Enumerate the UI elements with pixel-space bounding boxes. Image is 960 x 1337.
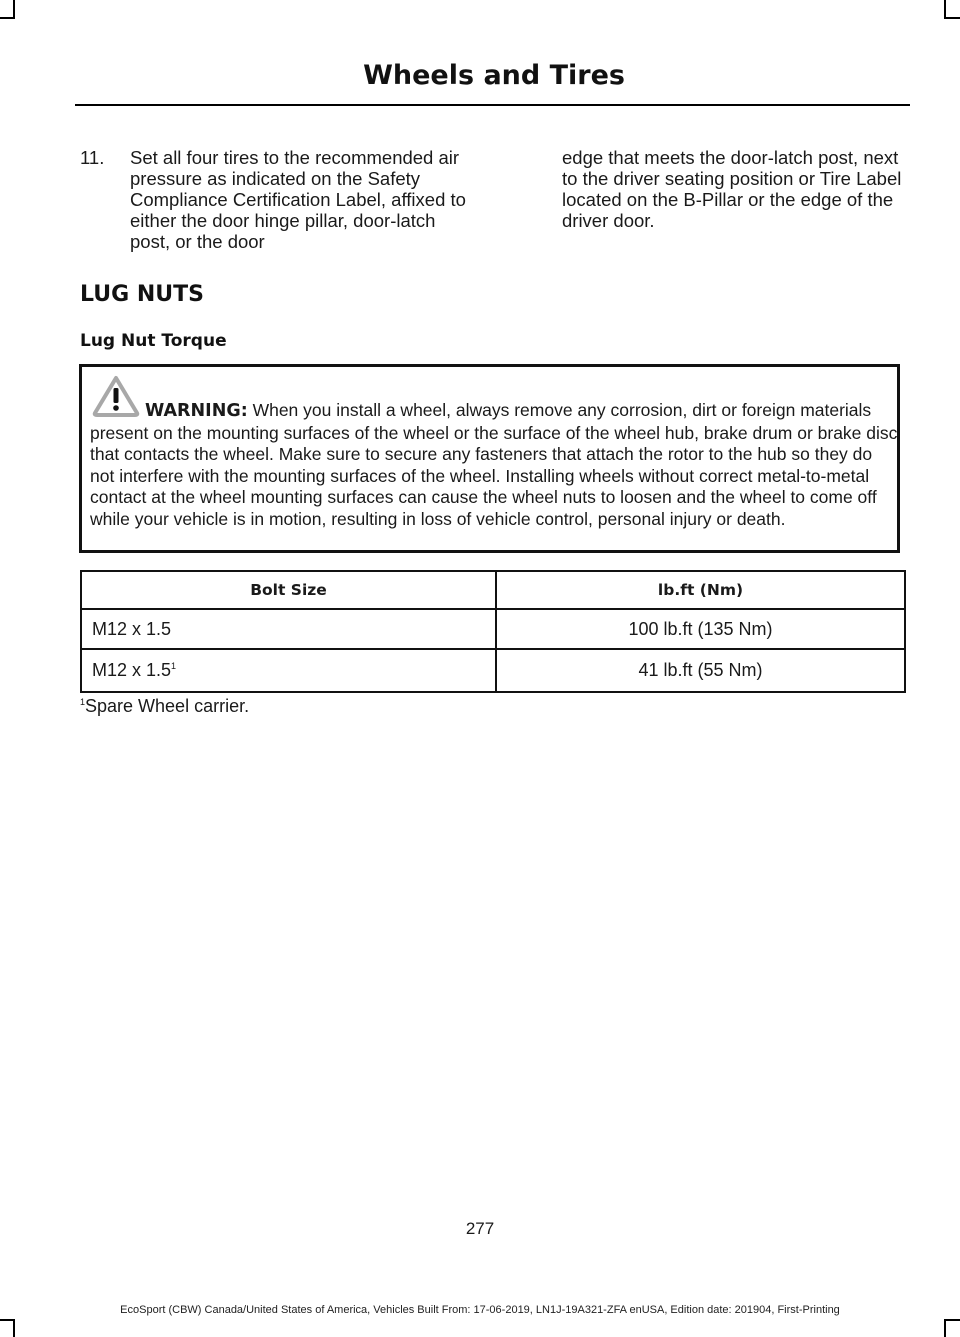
bolt-size-value: M12 x 1.5: [92, 618, 172, 639]
table-footnote: [80, 696, 249, 717]
bolt-size-value: M12 x 1.5: [92, 660, 172, 680]
warning-text: When you install a wheel, always remove any corrosion, dirt or foreign materials present on the mounting surfaces of the wheel or the surface of the wheel hub, brake drum or brake disc that contacts the wheel. Make sure to secure any fasteners that attach the rotor to the hub so they do not interfere with the mounting surfaces of the wheel. Installing wheels without correct metal-to-metal contact at the wheel mounting surfaces can cause the wheel nuts to loosen and the wheel to come off while your vehicle is in motion, resulting in loss of vehicle control, personal injury or death.: [90, 400, 898, 529]
warning-paragraph: [90, 400, 898, 530]
header-rule: [75, 104, 910, 106]
warning-label: WARNING:: [145, 401, 248, 421]
torque-cell: 41 lb.ft (55 Nm): [496, 649, 905, 692]
crop-mark: [13, 1319, 15, 1337]
bolt-size-cell: [81, 649, 496, 692]
warning-box: [79, 364, 900, 553]
step-column-left: [80, 147, 480, 252]
bolt-size-cell: [81, 609, 496, 649]
step-text-left: Set all four tires to the recommended air pressure as indicated on the Safety Compliance Certification Label, affixed to either the door hinge pillar, door-latch post, or the door: [130, 147, 466, 252]
section-subtitle: Lug Nut Torque: [80, 331, 227, 351]
crop-mark: [944, 0, 946, 18]
page-footer: EcoSport (CBW) Canada/United States of America, Vehicles Built From: 17-06-2019, LN1J-19A321-ZFA enUSA, Edition date: 201904, First-Printing: [120, 1304, 840, 1316]
section-title: LUG NUTS: [80, 282, 204, 307]
page-number: 277: [465, 1219, 495, 1238]
crop-mark: [0, 1319, 15, 1321]
column-header-torque: lb.ft (Nm): [496, 571, 905, 609]
crop-mark: [13, 0, 15, 18]
lug-nut-torque-table: [80, 570, 906, 693]
crop-mark: [944, 1319, 960, 1321]
crop-mark: [0, 17, 15, 19]
step-text-right: edge that meets the door-latch post, next to the driver seating position or Tire Label located on the B-Pillar or the edge of the driver door.: [562, 147, 902, 231]
table-header-row: [81, 571, 905, 609]
step-number: 11.: [80, 147, 105, 168]
step-item: [80, 147, 480, 252]
torque-cell: 100 lb.ft (135 Nm): [496, 609, 905, 649]
table-row: [81, 609, 905, 649]
page-header-title: Wheels and Tires: [363, 60, 625, 91]
footnote-text: Spare Wheel carrier.: [85, 696, 250, 716]
column-header-bolt-size: Bolt Size: [81, 571, 496, 609]
crop-mark: [944, 17, 960, 19]
footnote-mark: 1: [80, 697, 86, 707]
footnote-ref: 1: [171, 661, 177, 671]
crop-mark: [944, 1319, 946, 1337]
table-row: [81, 649, 905, 692]
